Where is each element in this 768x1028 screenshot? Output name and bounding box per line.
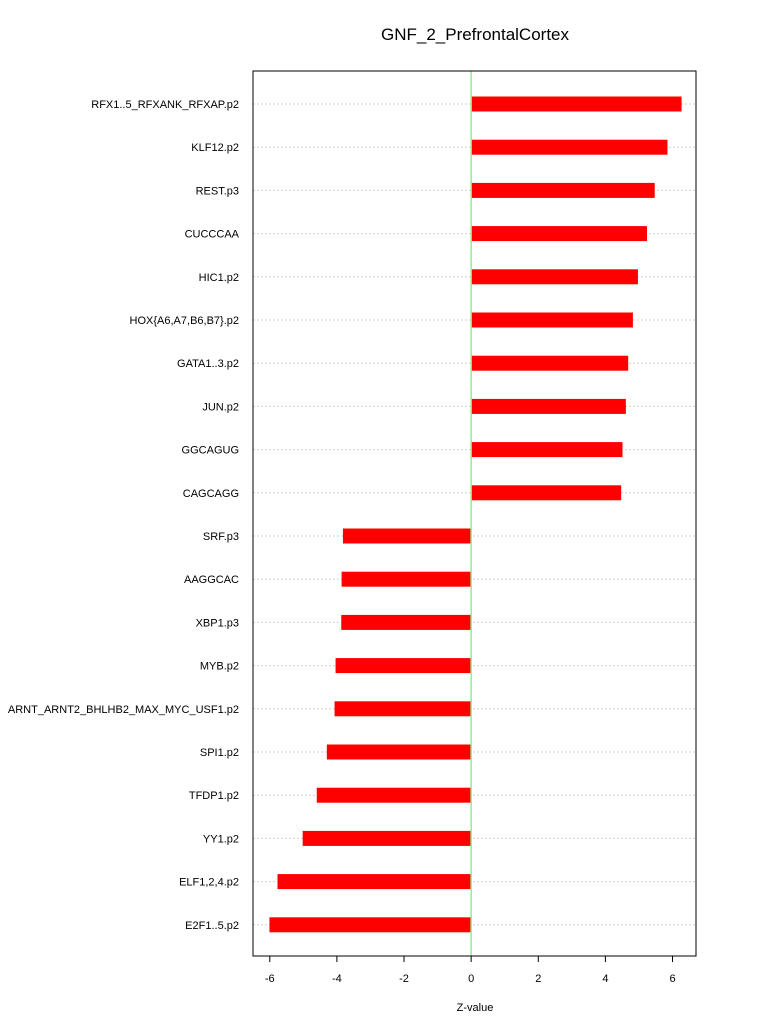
- x-axis-label: Z-value: [456, 1002, 494, 1014]
- category-label: CAGCAGG: [182, 487, 239, 500]
- bar: [336, 658, 472, 673]
- category-label: KLF12.p2: [191, 142, 239, 155]
- x-tick-label: 6: [669, 973, 676, 985]
- bar: [343, 529, 471, 544]
- category-label: REST.p3: [195, 185, 239, 198]
- x-tick-label: -4: [332, 973, 342, 985]
- category-label: AAGGCAC: [183, 574, 239, 587]
- category-label: HOX{A6,A7,B6,B7}.p2: [129, 315, 239, 327]
- category-label: E2F1..5.p2: [185, 919, 239, 932]
- category-label: RFX1..5_RFXANK_RFXAP.p2: [91, 99, 239, 111]
- bar: [471, 140, 667, 155]
- x-tick-label: -2: [399, 973, 409, 985]
- category-label: XBP1.p3: [195, 617, 239, 630]
- bar: [471, 97, 681, 112]
- bar: [342, 572, 472, 587]
- bar: [341, 615, 471, 630]
- category-label: GATA1..3.p2: [177, 358, 239, 371]
- bar: [317, 788, 471, 803]
- category-label: ELF1,2,4.p2: [179, 876, 239, 889]
- plot-area: [8, 71, 696, 985]
- bar: [471, 269, 638, 284]
- chart-title: GNF_2_PrefrontalCortex: [380, 25, 570, 44]
- bar: [277, 874, 471, 889]
- bar: [327, 745, 471, 760]
- category-label: JUN.p2: [202, 401, 239, 414]
- bar: [471, 356, 628, 371]
- bar: [471, 226, 647, 241]
- category-label: TFDP1.p2: [188, 790, 239, 803]
- x-tick-label: 0: [468, 973, 475, 985]
- category-label: MYB.p2: [199, 660, 239, 673]
- category-label: HIC1.p2: [198, 271, 239, 284]
- bar: [471, 399, 626, 414]
- bar: [269, 917, 471, 932]
- category-label: SPI1.p2: [199, 747, 239, 759]
- bar: [471, 313, 633, 328]
- bar: [471, 183, 655, 198]
- x-tick-label: 2: [535, 973, 542, 985]
- category-label: GGCAGUG: [181, 444, 239, 457]
- x-tick-label: 4: [602, 973, 609, 985]
- category-label: ARNT_ARNT2_BHLHB2_MAX_MYC_USF1.p2: [7, 703, 239, 716]
- plot-frame: [253, 71, 696, 956]
- category-label: SRF.p3: [202, 531, 239, 543]
- x-tick-label: -6: [264, 973, 275, 985]
- bar: [303, 831, 471, 846]
- bar: [471, 485, 621, 500]
- bar: [471, 442, 622, 457]
- bar: [335, 701, 472, 716]
- category-label: YY1.p2: [202, 833, 239, 846]
- category-label: CUCCCAA: [184, 228, 239, 241]
